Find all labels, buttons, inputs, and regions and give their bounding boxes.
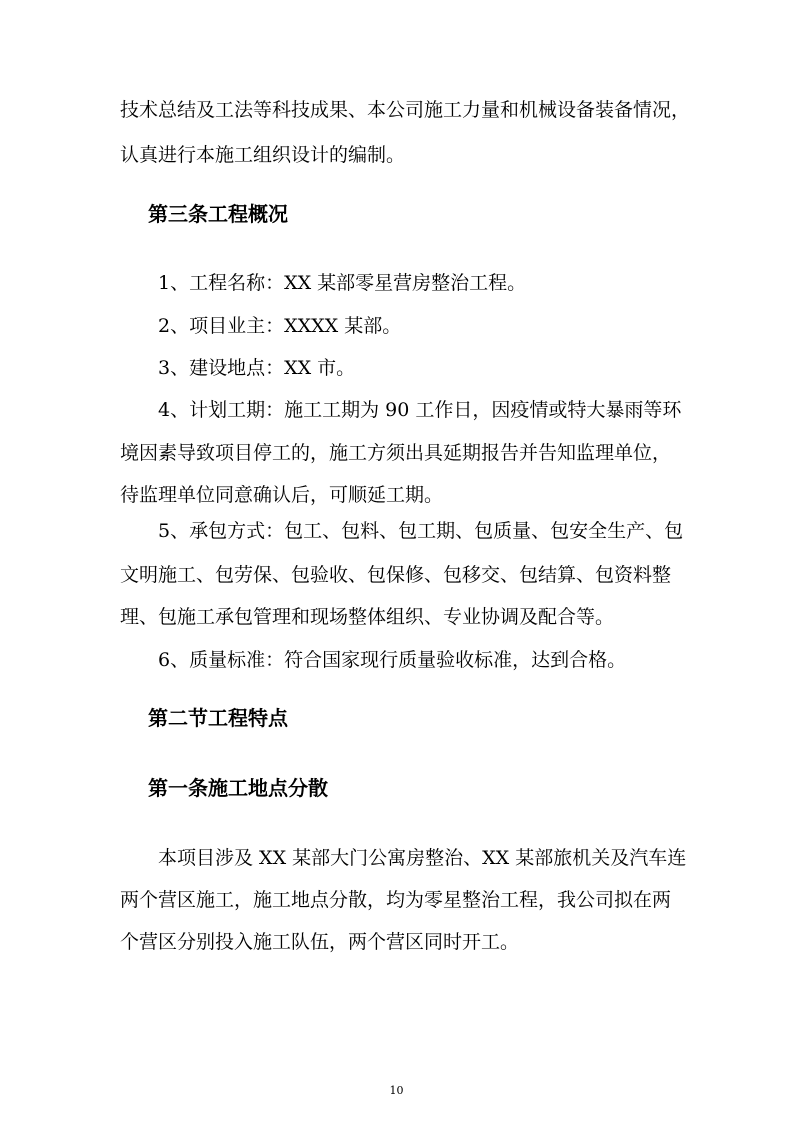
overview-item-6: 6、质量标准：符合国家现行质量验收标准，达到合格。 (158, 649, 627, 671)
overview-item-4-line-2: 境因素导致项目停工的，施工方须出具延期报告并告知监理单位， (120, 442, 672, 464)
section-title-overview: 第三条工程概况 (148, 202, 288, 226)
dispersed-paragraph-line-2: 两个营区施工，施工地点分散，均为零星整治工程，我公司拟在两 (120, 889, 672, 911)
intro-line-1: 技术总结及工法等科技成果、本公司施工力量和机械设备装备情况， (120, 99, 691, 121)
dispersed-paragraph-line-3: 个营区分别投入施工队伍，两个营区同时开工。 (120, 931, 520, 953)
dispersed-paragraph-line-1: 本项目涉及 XX 某部大门公寓房整治、XX 某部旅机关及汽车连 (158, 847, 687, 869)
intro-line-2: 认真进行本施工组织设计的编制。 (120, 144, 406, 166)
overview-item-5-line-2: 文明施工、包劳保、包验收、包保修、包移交、包结算、包资料整 (120, 564, 672, 586)
subsection-title-dispersed: 第一条施工地点分散 (148, 776, 328, 800)
overview-item-2: 2、项目业主：XXXX 某部。 (158, 315, 402, 337)
overview-item-5-line-1: 5、承包方式：包工、包料、包工期、包质量、包安全生产、包 (158, 520, 684, 542)
page-number: 10 (389, 1084, 404, 1097)
overview-item-1: 1、工程名称：XX 某部零星营房整治工程。 (158, 272, 527, 294)
overview-item-4-line-1: 4、计划工期：施工工期为 90 工作日，因疫情或特大暴雨等环 (158, 399, 682, 421)
overview-item-5-line-3: 理、包施工承包管理和现场整体组织、专业协调及配合等。 (120, 606, 615, 628)
overview-item-3: 3、建设地点：XX 市。 (158, 357, 356, 379)
overview-item-4-line-3: 待监理单位同意确认后，可顺延工期。 (120, 484, 444, 506)
section-title-features: 第二节工程特点 (148, 706, 288, 730)
